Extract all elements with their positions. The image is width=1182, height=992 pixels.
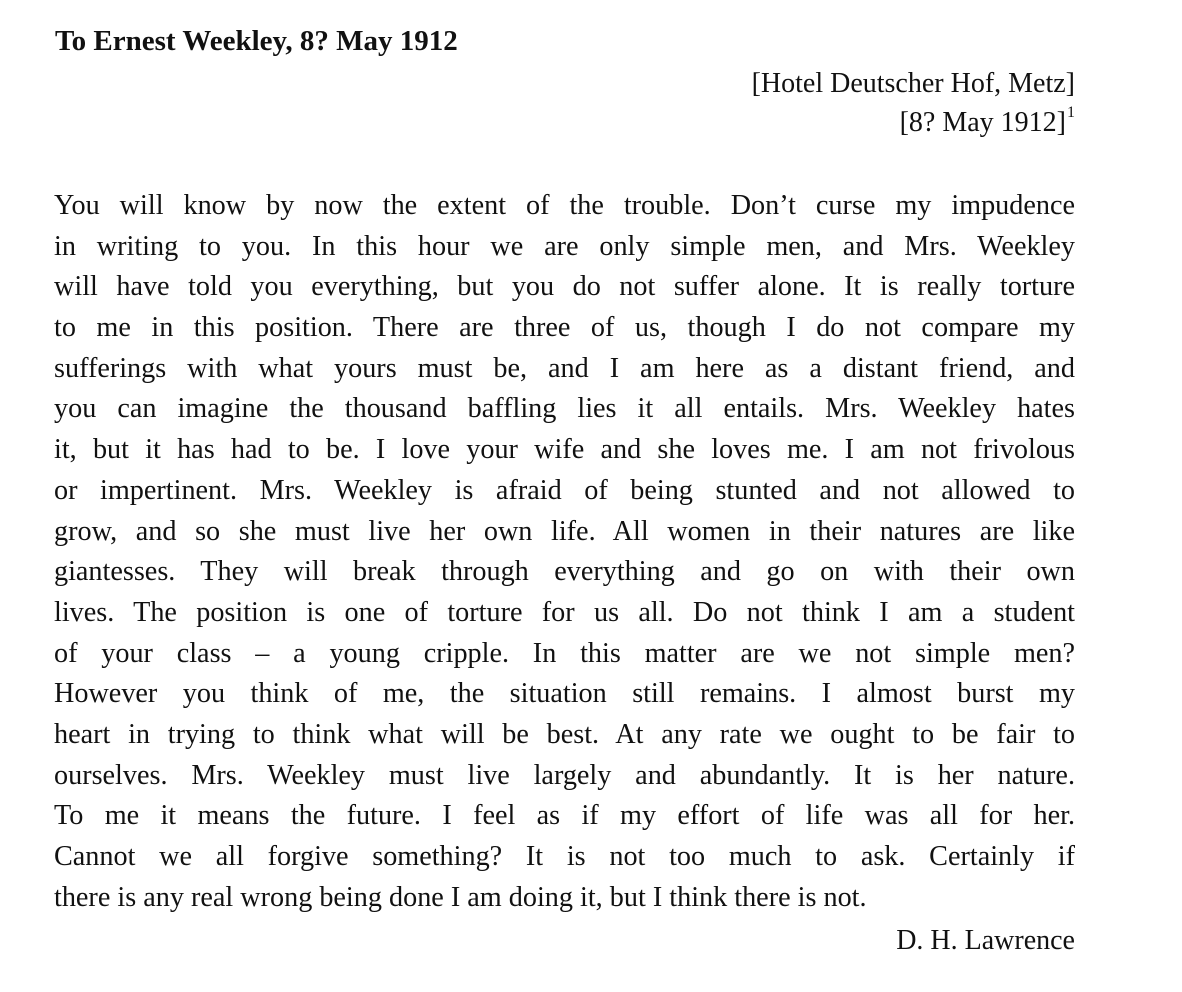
body-line: You will know by now the extent of the trouble. Don’t curse my impudence: [54, 190, 1075, 221]
body-line: there is any real wrong being done I am doing it, but I think there is not.: [54, 881, 867, 913]
date-line-wrapper: [752, 103, 1075, 142]
body-line: However you think of me, the situation still remains. I almost burst my: [54, 678, 1075, 710]
letter-heading: To Ernest Weekley, 8? May 1912: [55, 25, 458, 57]
body-line: To me it means the future. I feel as if my effort of life was all for her.: [54, 800, 1075, 832]
letter-body: [54, 186, 1075, 918]
body-line: Cannot we all forgive something? It is not too much to ask. Certainly if: [54, 841, 1075, 872]
address-line: [Hotel Deutscher Hof, Metz]: [751, 68, 1075, 99]
body-line: in writing to you. In this hour we are only simple men, and Mrs. Weekley: [54, 230, 1075, 262]
body-line: sufferings with what yours must be, and I am here as a distant friend, and: [54, 352, 1075, 384]
body-line: will have told you everything, but you do not suffer alone. It is really torture: [54, 271, 1075, 303]
letter-address-block: [752, 64, 1075, 142]
body-line: it, but it has had to be. I love your wife and she loves me. I am not frivolous: [54, 434, 1075, 466]
body-line: or impertinent. Mrs. Weekley is afraid of being stunted and not allowed to: [54, 474, 1075, 506]
body-line: heart in trying to think what will be best. At any rate we ought to be fair to: [54, 718, 1075, 750]
signature: D. H. Lawrence: [896, 925, 1075, 956]
body-line: grow, and so she must live her own life. All women in their natures are like: [54, 515, 1075, 547]
body-line: ourselves. Mrs. Weekley must live largely and abundantly. It is her nature.: [54, 759, 1075, 791]
body-line: giantesses. They will break through everything and go on with their own: [54, 556, 1075, 588]
date-line: [8? May 1912]: [899, 107, 1066, 138]
body-line: lives. The position is one of torture for us all. Do not think I am a student: [54, 596, 1075, 628]
body-line: you can imagine the thousand baffling lies it all entails. Mrs. Weekley hates: [54, 393, 1075, 425]
footnote-marker: 1: [1067, 103, 1075, 121]
body-line: of your class – a young cripple. In this matter are we not simple men?: [54, 637, 1075, 669]
body-line: to me in this position. There are three of us, though I do not compare my: [54, 312, 1075, 344]
